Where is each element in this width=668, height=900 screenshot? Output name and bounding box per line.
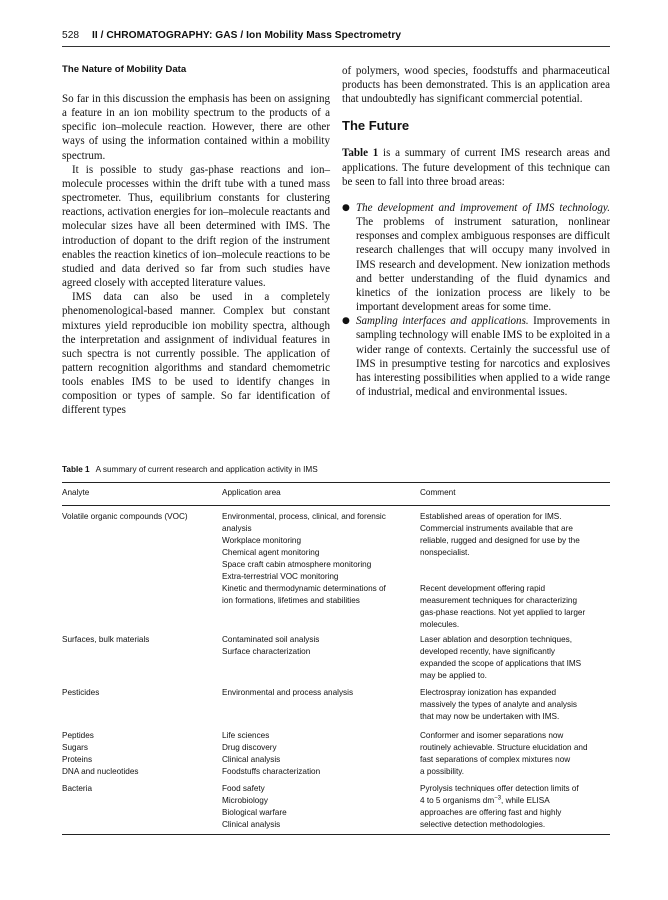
table-caption-text: A summary of current research and application activity in IMS (95, 465, 318, 474)
running-header (62, 30, 610, 41)
paragraph-intro (342, 146, 610, 188)
table-reference-link[interactable]: Table 1 (342, 147, 379, 160)
bullet-text: The problems of instrument saturation, nonlinear responses and complex ambiguous responses are difficult research challenges that will occupy many involved in IMS research and development. New ionization methods and better understanding of the fluid dynamics and kinetics of the ionization process are likely to be important development areas for some time. (356, 216, 610, 314)
intro-text: is a summary of current IMS research areas and applications. The future development of this technique can be seen to fall into three broad areas: (342, 147, 611, 188)
subheading-mobility-data: The Nature of Mobility Data (62, 64, 187, 75)
table-caption (62, 465, 610, 474)
header-rule (62, 46, 610, 47)
table-cell-analyte: Pesticides (62, 688, 100, 697)
table-cell-application: Food safety Microbiology Biological warfare Clinical analysis (222, 784, 287, 829)
table-cell-application: Environmental and process analysis (222, 688, 354, 697)
table-cell-comment: Pyrolysis techniques offer detection limits of 4 to 5 organisms $dm^{-3}$, while ELISA approaches are offering fast and highly selective detection methodologies. (420, 784, 579, 829)
table-cell-comment: Laser ablation and desorption techniques, developed recently, have significantly expanded the scope of applications that IMS may be applied to. (420, 635, 582, 680)
section-heading-future: The Future (342, 118, 410, 134)
table-cell-comment: Established areas of operation for IMS. Commercial instruments available that are reliable, rugged and designed for use by the nonspecialist. (420, 512, 580, 557)
right-column (342, 64, 610, 399)
table-header-rule (62, 505, 610, 506)
table-cell-comment: Electrospray ionization has expanded massively the types of analyte and analysis that may now be undertaken with IMS. (420, 688, 578, 721)
table-cell-application: Life sciences Drug discovery Clinical analysis Foodstuffs characterization (222, 731, 321, 776)
paragraph: It is possible to study gas-phase reactions and ion–molecule processes within the drift tube with a tuned mass spectrometer. Thus, equilibrium constants for clustering reactions, activation energies for ion–molecule reactants and molecular sizes have all been determined with IMS. The introduction of dopant to the drift region of the instrument enables the reaction kinetics of ion–molecule reactions to be studied and data derived so far from such studies have agreed closely with accepted literature values. (62, 163, 330, 290)
table-bottom-rule (62, 834, 610, 835)
table-cell-analyte: Surfaces, bulk materials (62, 635, 150, 644)
paragraph: So far in this discussion the emphasis has been on assigning a feature in an ion mobility spectrum to the products of a specific ion–molecule reaction. However, there are other ways of using the information contained within a mobility spectrum. (62, 93, 330, 162)
bullet-text: Improvements in sampling technology will enable IMS to be exploited in a wider range of contexts. Certainly the successful use of IMS in presumptive testing for narcotics and explosives has interesting possibilities when applied to a wide range of industrial, medical and environmental issues. (356, 315, 610, 398)
bullet-item (342, 201, 610, 314)
paragraph-continuation: of polymers, wood species, foodstuffs and pharmaceutical products has been demonstrated. This is an application area that undoubtedly has significant commercial potential. (342, 65, 610, 106)
bullet-item (342, 314, 610, 399)
table-cell-analyte: Bacteria (62, 784, 93, 793)
bullet-lead: Sampling interfaces and applications. (356, 315, 529, 328)
bullet-icon: ● (342, 316, 350, 327)
table-label: Table 1 (62, 465, 90, 474)
table-cell-comment: Recent development offering rapid measurement techniques for characterizing gas-phase reactions. Not yet applied to larger molecules. (420, 584, 586, 629)
table-cell-comment: Conformer and isomer separations now routinely achievable. Structure elucidation and fast separations of complex mixtures now a possibility. (420, 731, 588, 776)
column-header-application: Application area (222, 488, 281, 497)
column-header-comment: Comment (420, 488, 456, 497)
bullet-list (342, 201, 610, 399)
table-cell-analyte: Peptides Sugars Proteins DNA and nucleotides (62, 731, 139, 776)
table-cell-application: Environmental, process, clinical, and forensic analysis Workplace monitoring Chemical agent monitoring Space craft cabin atmosphere monitoring Extra-terrestrial VOC monitoring Kinetic and thermodynamic determinations of ion formations, lifetimes and stabilities (222, 512, 386, 605)
table-cell-application: Contaminated soil analysis Surface characterization (222, 635, 320, 656)
table-top-rule (62, 482, 610, 483)
table-cell-analyte: Volatile organic compounds (VOC) (62, 512, 188, 521)
page-number: 528 (62, 30, 80, 41)
bullet-icon: ● (342, 202, 350, 213)
running-title: II / CHROMATOGRAPHY: GAS / Ion Mobility Mass Spectrometry (92, 30, 402, 41)
column-header-analyte: Analyte (62, 488, 90, 497)
paragraph: IMS data can also be used in a completely phenomenological-based manner. Complex but constant mixtures yield reproducible ion mobility spectra, although the interpretation and assignment of individual features in such spectra is not currently possible. The application of pattern recognition algorithms and standard chemometric tools enables IMS to be used to identify changes in composition or types of sample. So far identification of different types (62, 291, 330, 417)
bullet-lead: The development and improvement of IMS technology. (356, 201, 610, 214)
left-column (62, 64, 330, 418)
